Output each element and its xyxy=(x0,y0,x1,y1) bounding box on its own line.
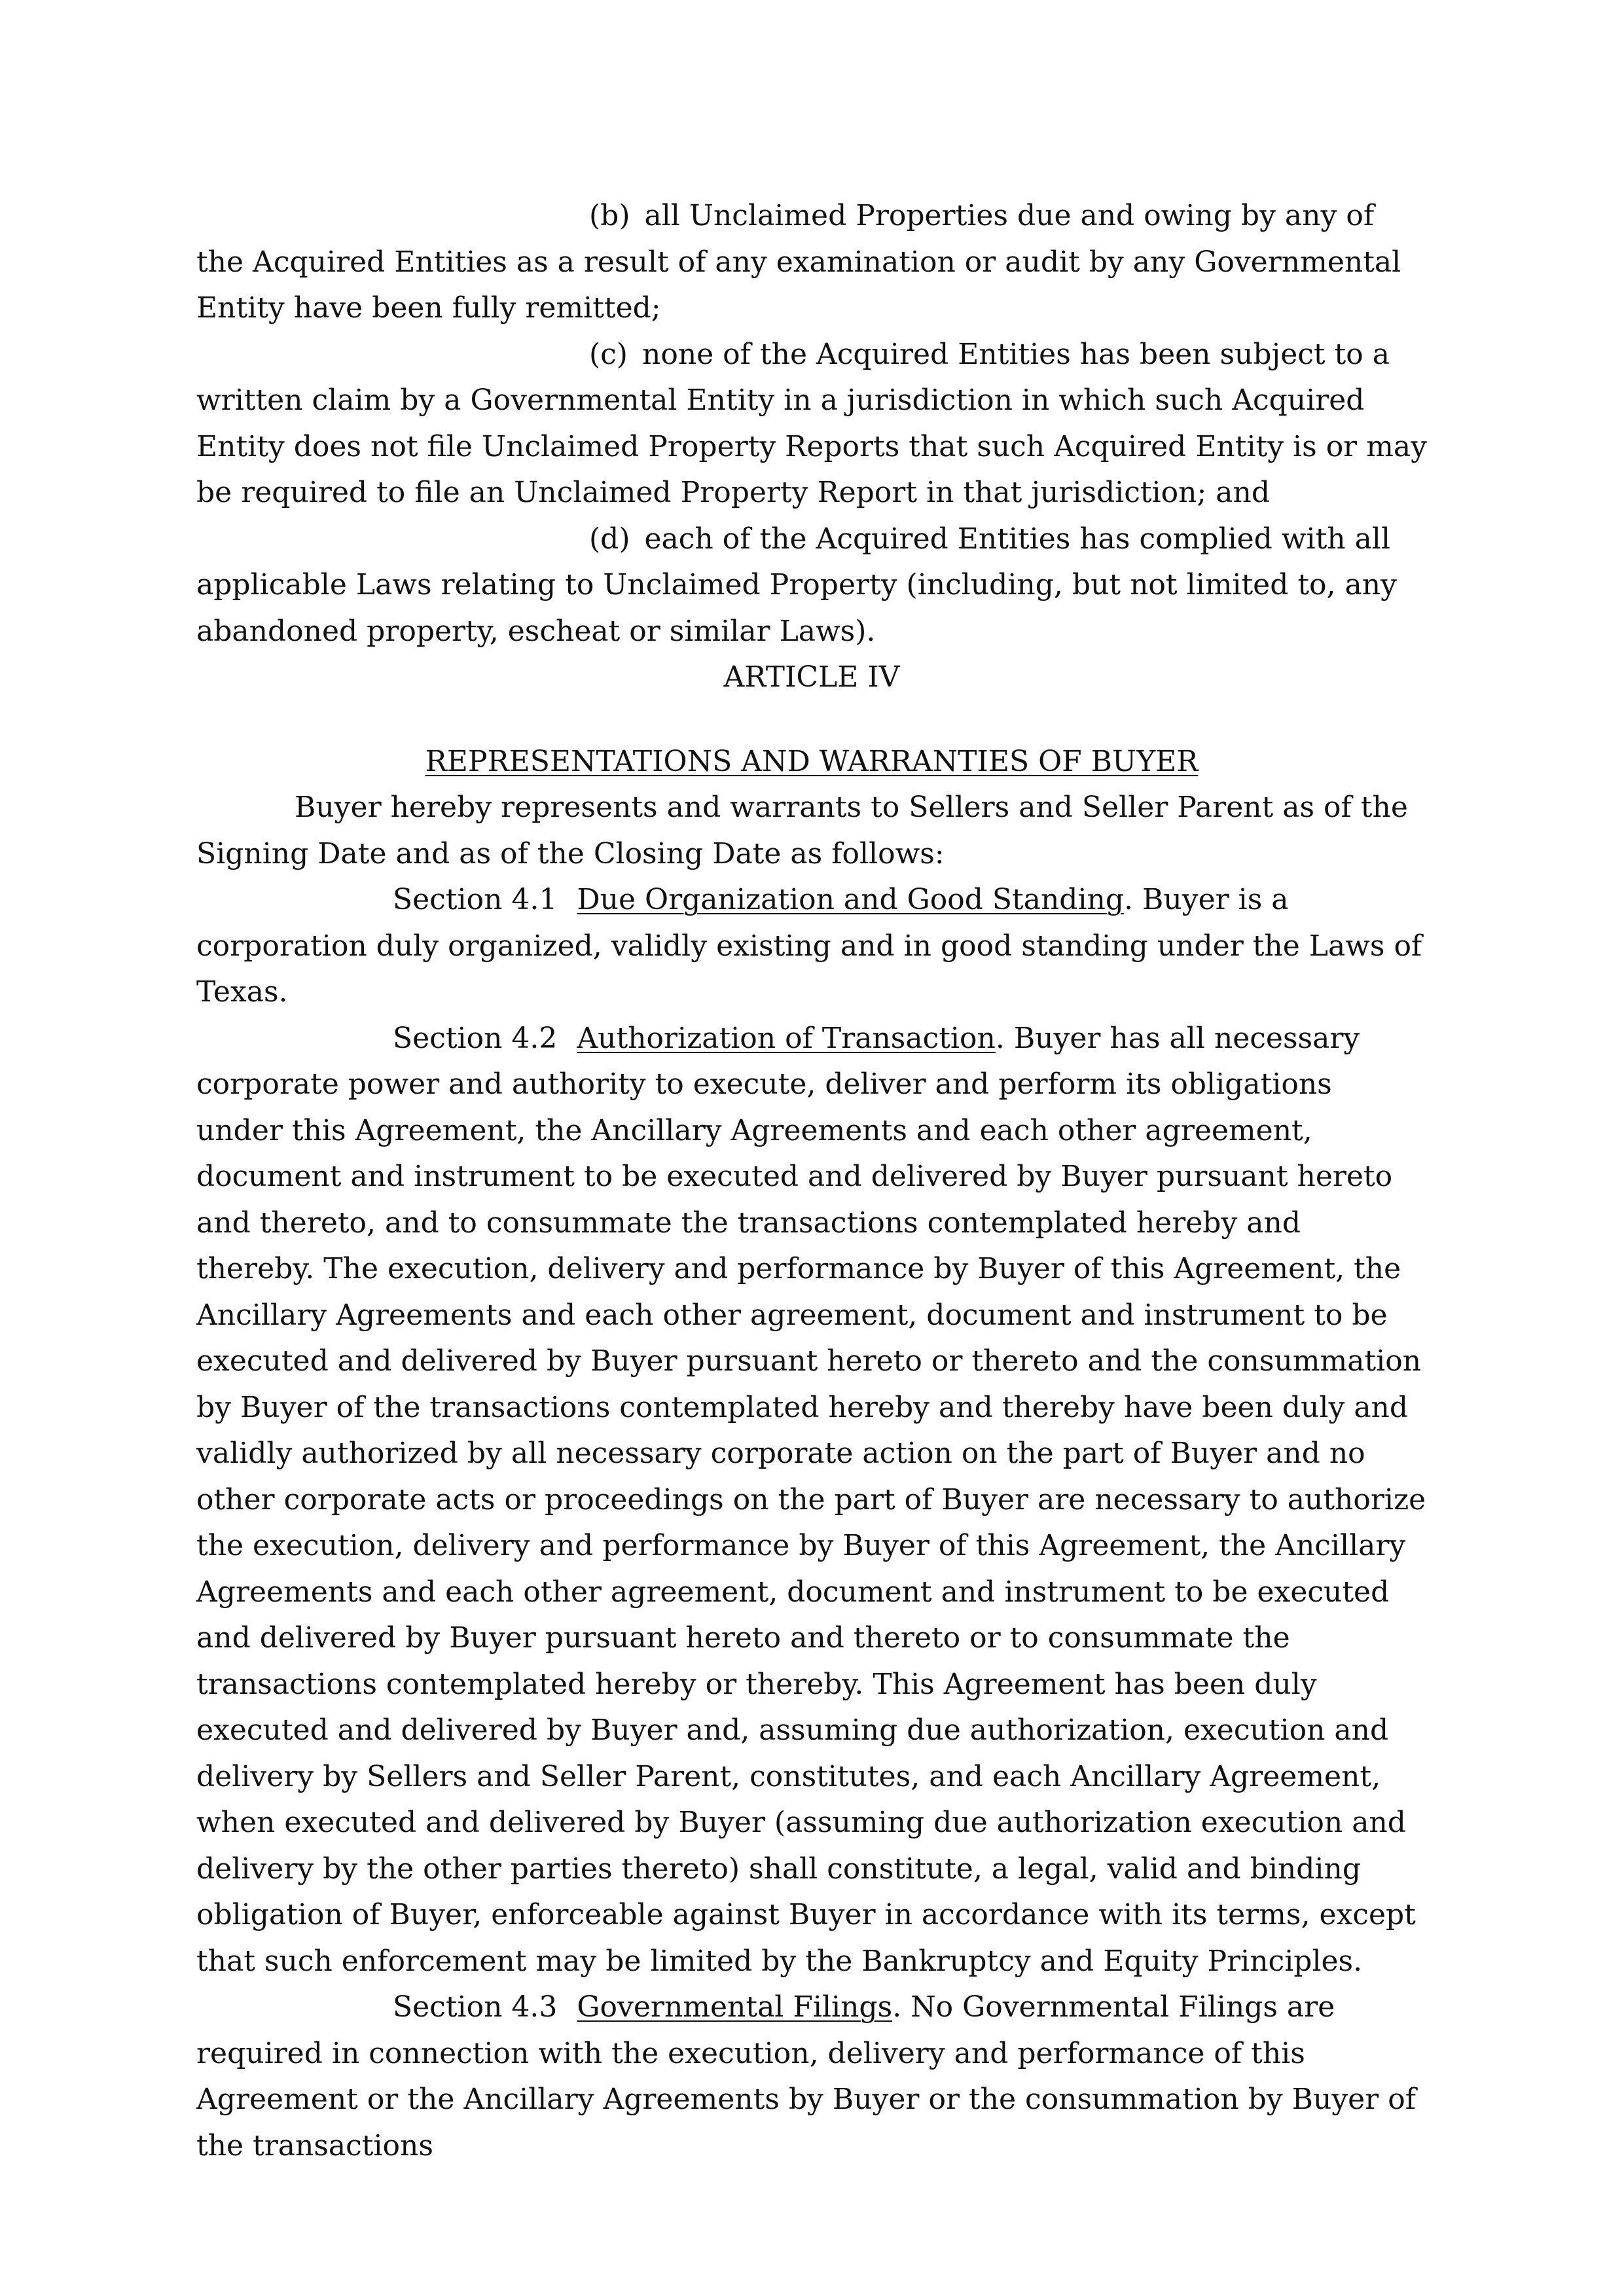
section-text: . Buyer is a corporation duly organized, validly existing and in good standing under the Laws of Texas. xyxy=(196,883,1422,1009)
section-label: Section 4.1 xyxy=(393,883,558,916)
article-title-text: REPRESENTATIONS AND WARRANTIES OF BUYER xyxy=(425,744,1199,778)
clause-text: all Unclaimed Properties due and owing by any of the Acquired Entities as a result of any examination or audit by any Governmental Entity have been fully remitted; xyxy=(196,199,1401,325)
section-heading: Authorization of Transaction xyxy=(577,1021,996,1055)
section-label: Section 4.3 xyxy=(393,1990,558,2024)
document-page xyxy=(196,193,1427,2169)
clause-c xyxy=(196,332,1427,516)
clause-b xyxy=(196,193,1427,332)
section-label: Section 4.2 xyxy=(393,1021,558,1055)
section-heading: Governmental Filings xyxy=(577,1990,893,2024)
section-heading: Due Organization and Good Standing xyxy=(577,883,1125,916)
section-4-1 xyxy=(196,877,1427,1016)
clause-text: each of the Acquired Entities has complied with all applicable Laws relating to Unclaimed Property (including, but not limited to, any abandoned property, escheat or similar Laws). xyxy=(196,522,1397,648)
clause-label: (d) xyxy=(589,522,630,556)
clause-label: (b) xyxy=(589,199,630,232)
section-text: . No Governmental Filings are required in connection with the execution, delivery and performance of this Agreement or the Ancillary Agreements by Buyer or the consummation by Buyer of the transactions xyxy=(196,1990,1416,2162)
article-number: ARTICLE IV xyxy=(723,660,900,694)
clause-d xyxy=(196,516,1427,655)
clause-text: none of the Acquired Entities has been subject to a written claim by a Governmental Entity in a jurisdiction in which such Acquired Entity does not file Unclaimed Property Reports that such Acquired Entity is or may be required to file an Unclaimed Property Report in that jurisdiction; and xyxy=(196,337,1428,509)
article-intro: Buyer hereby represents and warrants to Sellers and Seller Parent as of the Signing Date and as of the Closing Date as follows: xyxy=(196,791,1408,870)
section-text: . Buyer has all necessary corporate power and authority to execute, deliver and perform its obligations under this Agreement, the Ancillary Agreements and each other agreement, document and instrument to be executed and delivered by Buyer pursuant hereto and thereto, and to consummate the transactions contemplated hereby and thereby. The execution, delivery and performance by Buyer of this Agreement, the Ancillary Agreements and each other agreement, document and instrument to be executed and delivered by Buyer pursuant hereto or thereto and the consummation by Buyer of the transactions contemplated hereby and thereby have been duly and validly authorized by all necessary corporate action on the part of Buyer and no other corporate acts or proceedings on the part of Buyer are necessary to authorize the execution, delivery and performance by Buyer of this Agreement, the Ancillary Agreements and each other agreement, document and instrument to be executed and delivered by Buyer pursuant hereto and thereto or to consummate the transactions contemplated hereby or thereby. This Agreement has been duly executed and delivered by Buyer and, assuming due authorization, execution and delivery by Sellers and Seller Parent, constitutes, and each Ancillary Agreement, when executed and delivered by Buyer (assuming due authorization execution and delivery by the other parties thereto) shall constitute, a legal, valid and binding obligation of Buyer, enforceable against Buyer in accordance with its terms, except that such enforcement may be limited by the Bankruptcy and Equity Principles. xyxy=(196,1021,1426,1978)
article-title xyxy=(196,739,1427,785)
section-4-3 xyxy=(196,1984,1427,2169)
section-4-2 xyxy=(196,1016,1427,1985)
clause-label: (c) xyxy=(589,337,628,371)
